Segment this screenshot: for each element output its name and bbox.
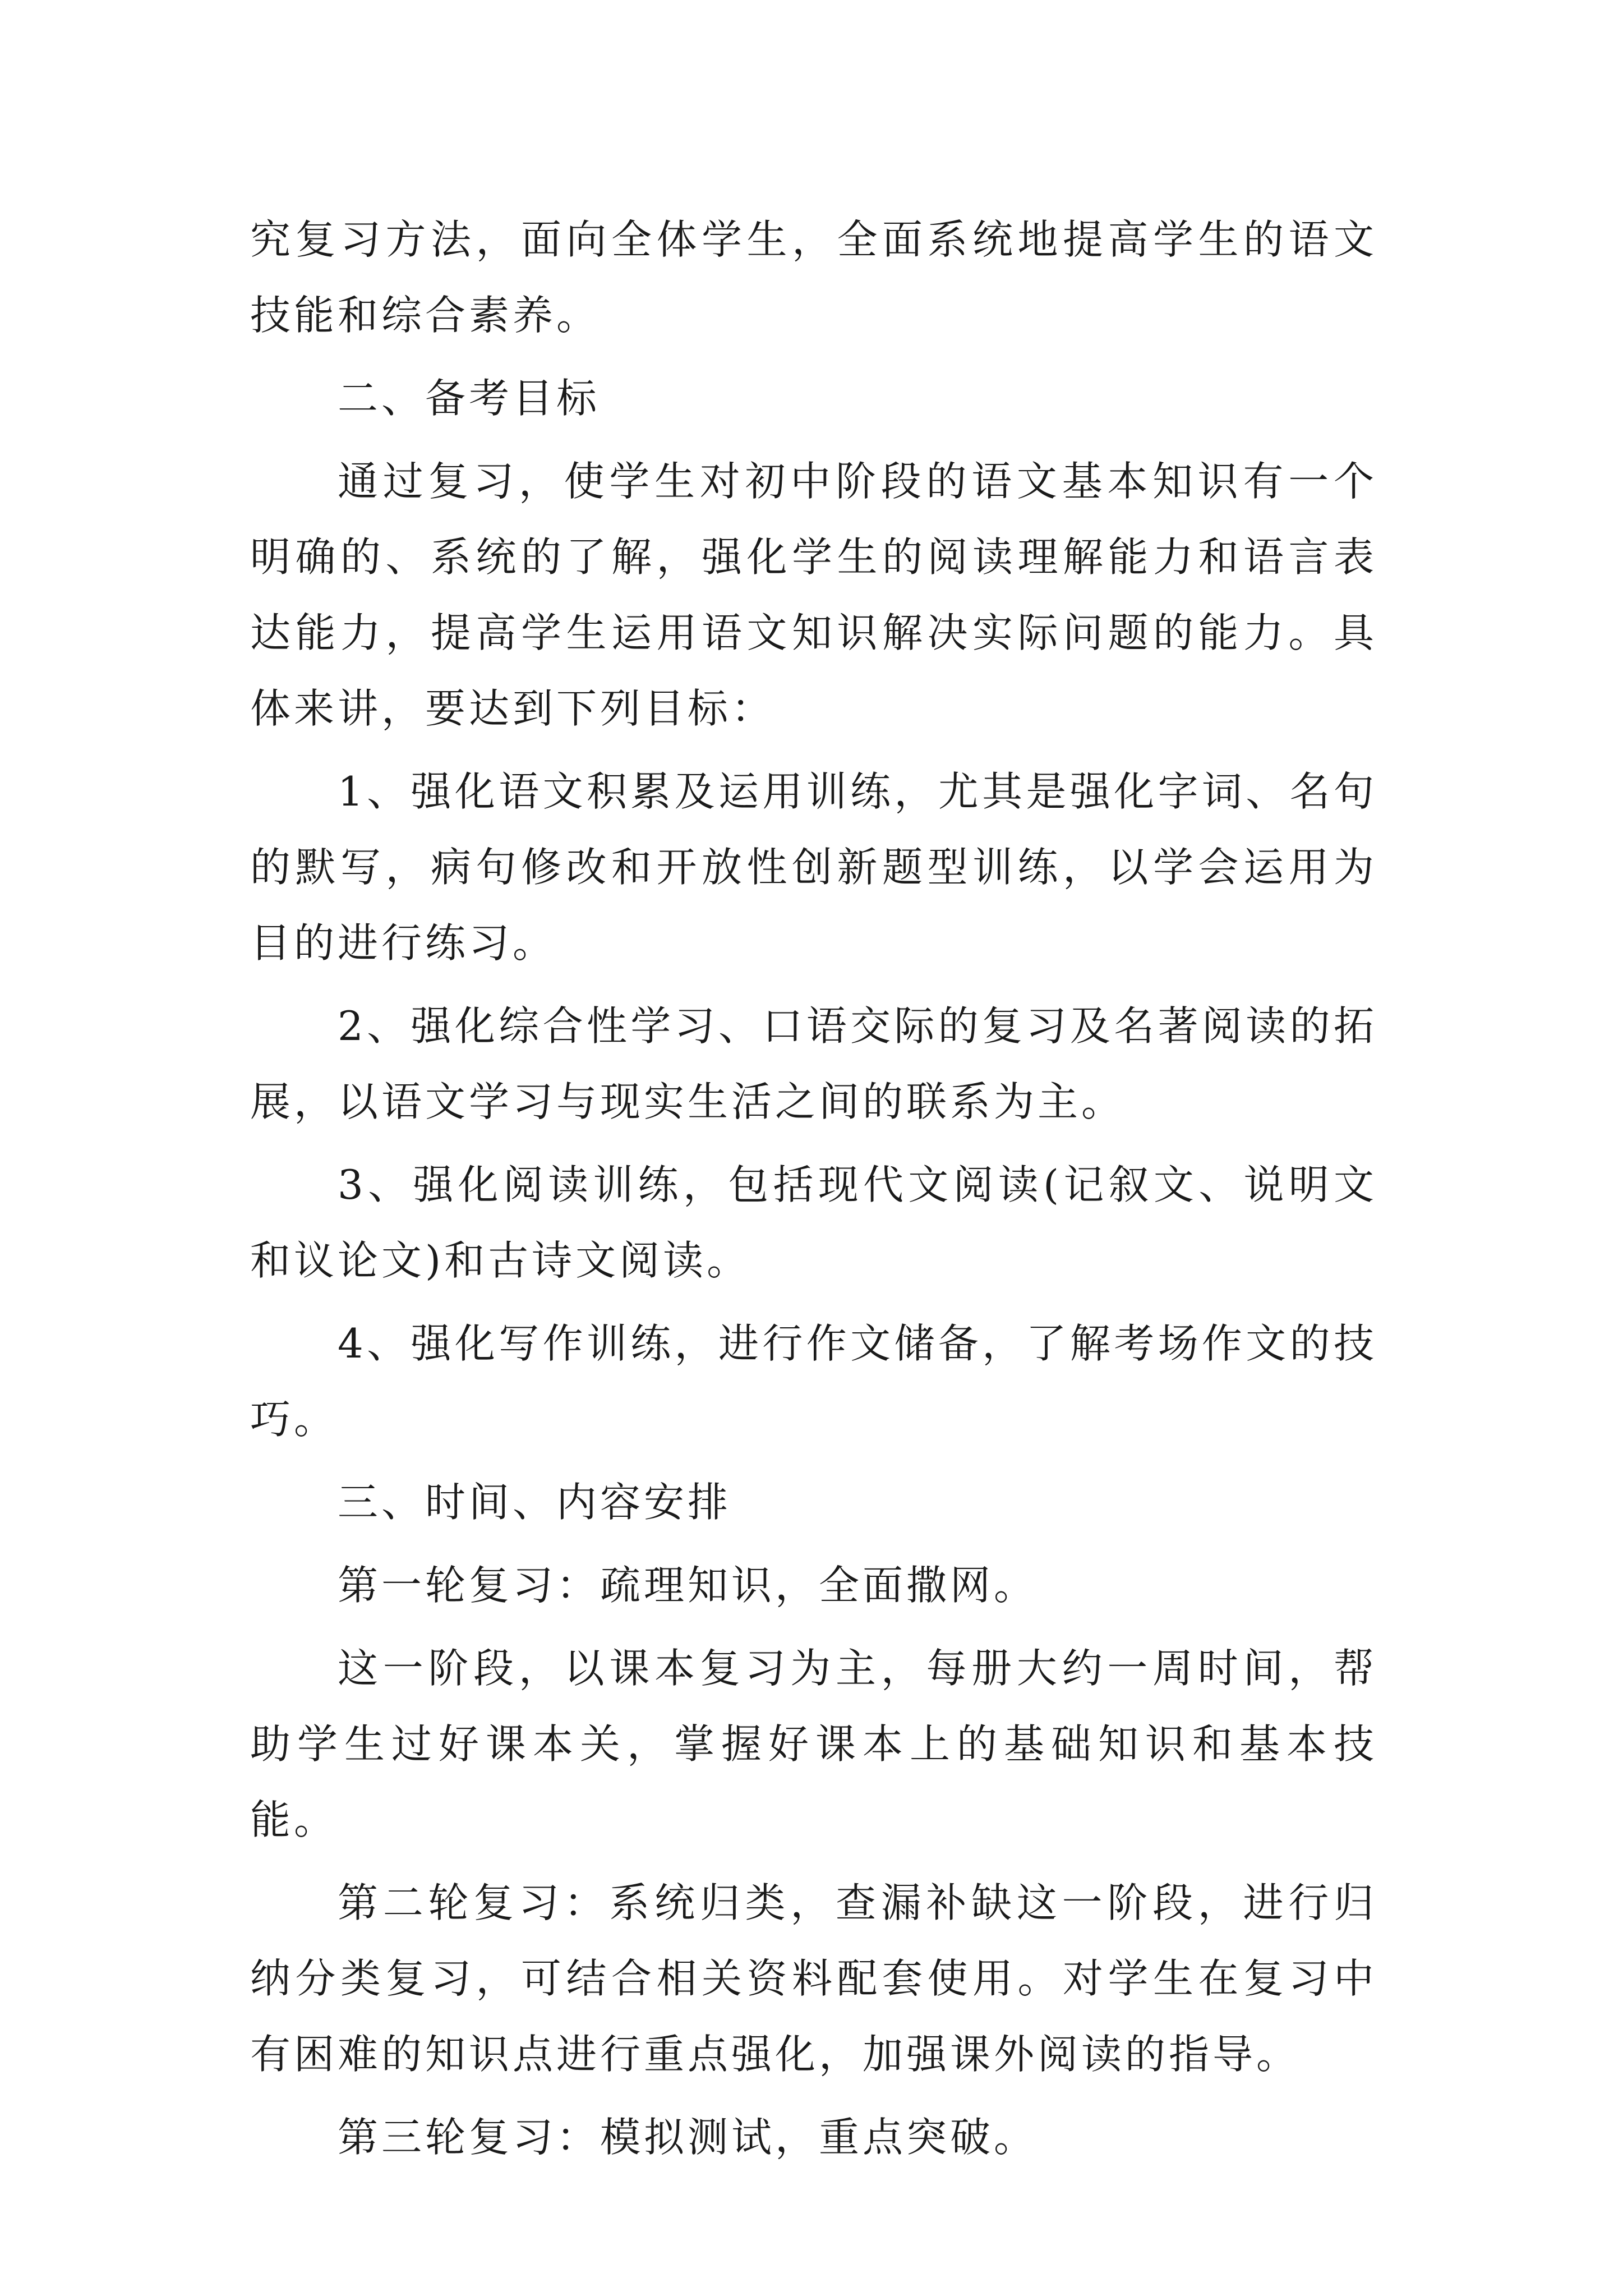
list-item-2: 2、强化综合性学习、口语交际的复习及名著阅读的拓展，以语文学习与现实生活之间的联系为主。 xyxy=(250,1002,1377,1125)
round-one-body: 这一阶段，以课本复习为主，每册大约一周时间，帮助学生过好课本关，掌握好课本上的基础知识和基本技能。 xyxy=(250,1645,1377,1843)
section-heading-goals: 二、备考目标 xyxy=(338,375,601,422)
round-three-heading: 第三轮复习：模拟测试，重点突破。 xyxy=(338,2114,1038,2161)
paragraph-goals-intro: 通过复习，使学生对初中阶段的语文基本知识有一个明确的、系统的了解，强化学生的阅读理解能力和语言表达能力，提高学生运用语文知识解决实际问题的能力。具体来讲，要达到下列目标： xyxy=(250,458,1377,732)
list-item-4: 4、强化写作训练，进行作文储备，了解考场作文的技巧。 xyxy=(250,1320,1377,1443)
body-text xyxy=(250,202,1377,2175)
list-item-1: 1、强化语文积累及运用训练，尤其是强化字词、名句的默写，病句修改和开放性创新题型训练，以学会运用为目的进行练习。 xyxy=(250,768,1377,967)
section-heading-schedule: 三、时间、内容安排 xyxy=(338,1479,732,1526)
round-one-heading: 第一轮复习：疏理知识，全面撒网。 xyxy=(338,1562,1038,1609)
round-two-body: 第二轮复习：系统归类，查漏补缺这一阶段，进行归纳分类复习，可结合相关资料配套使用。对学生在复习中有困难的知识点进行重点强化，加强课外阅读的指导。 xyxy=(250,1879,1377,2078)
list-item-3: 3、强化阅读训练，包括现代文阅读(记叙文、说明文和议论文)和古诗文阅读。 xyxy=(250,1161,1377,1284)
paragraph-continuation: 究复习方法，面向全体学生，全面系统地提高学生的语文技能和综合素养。 xyxy=(250,216,1377,339)
